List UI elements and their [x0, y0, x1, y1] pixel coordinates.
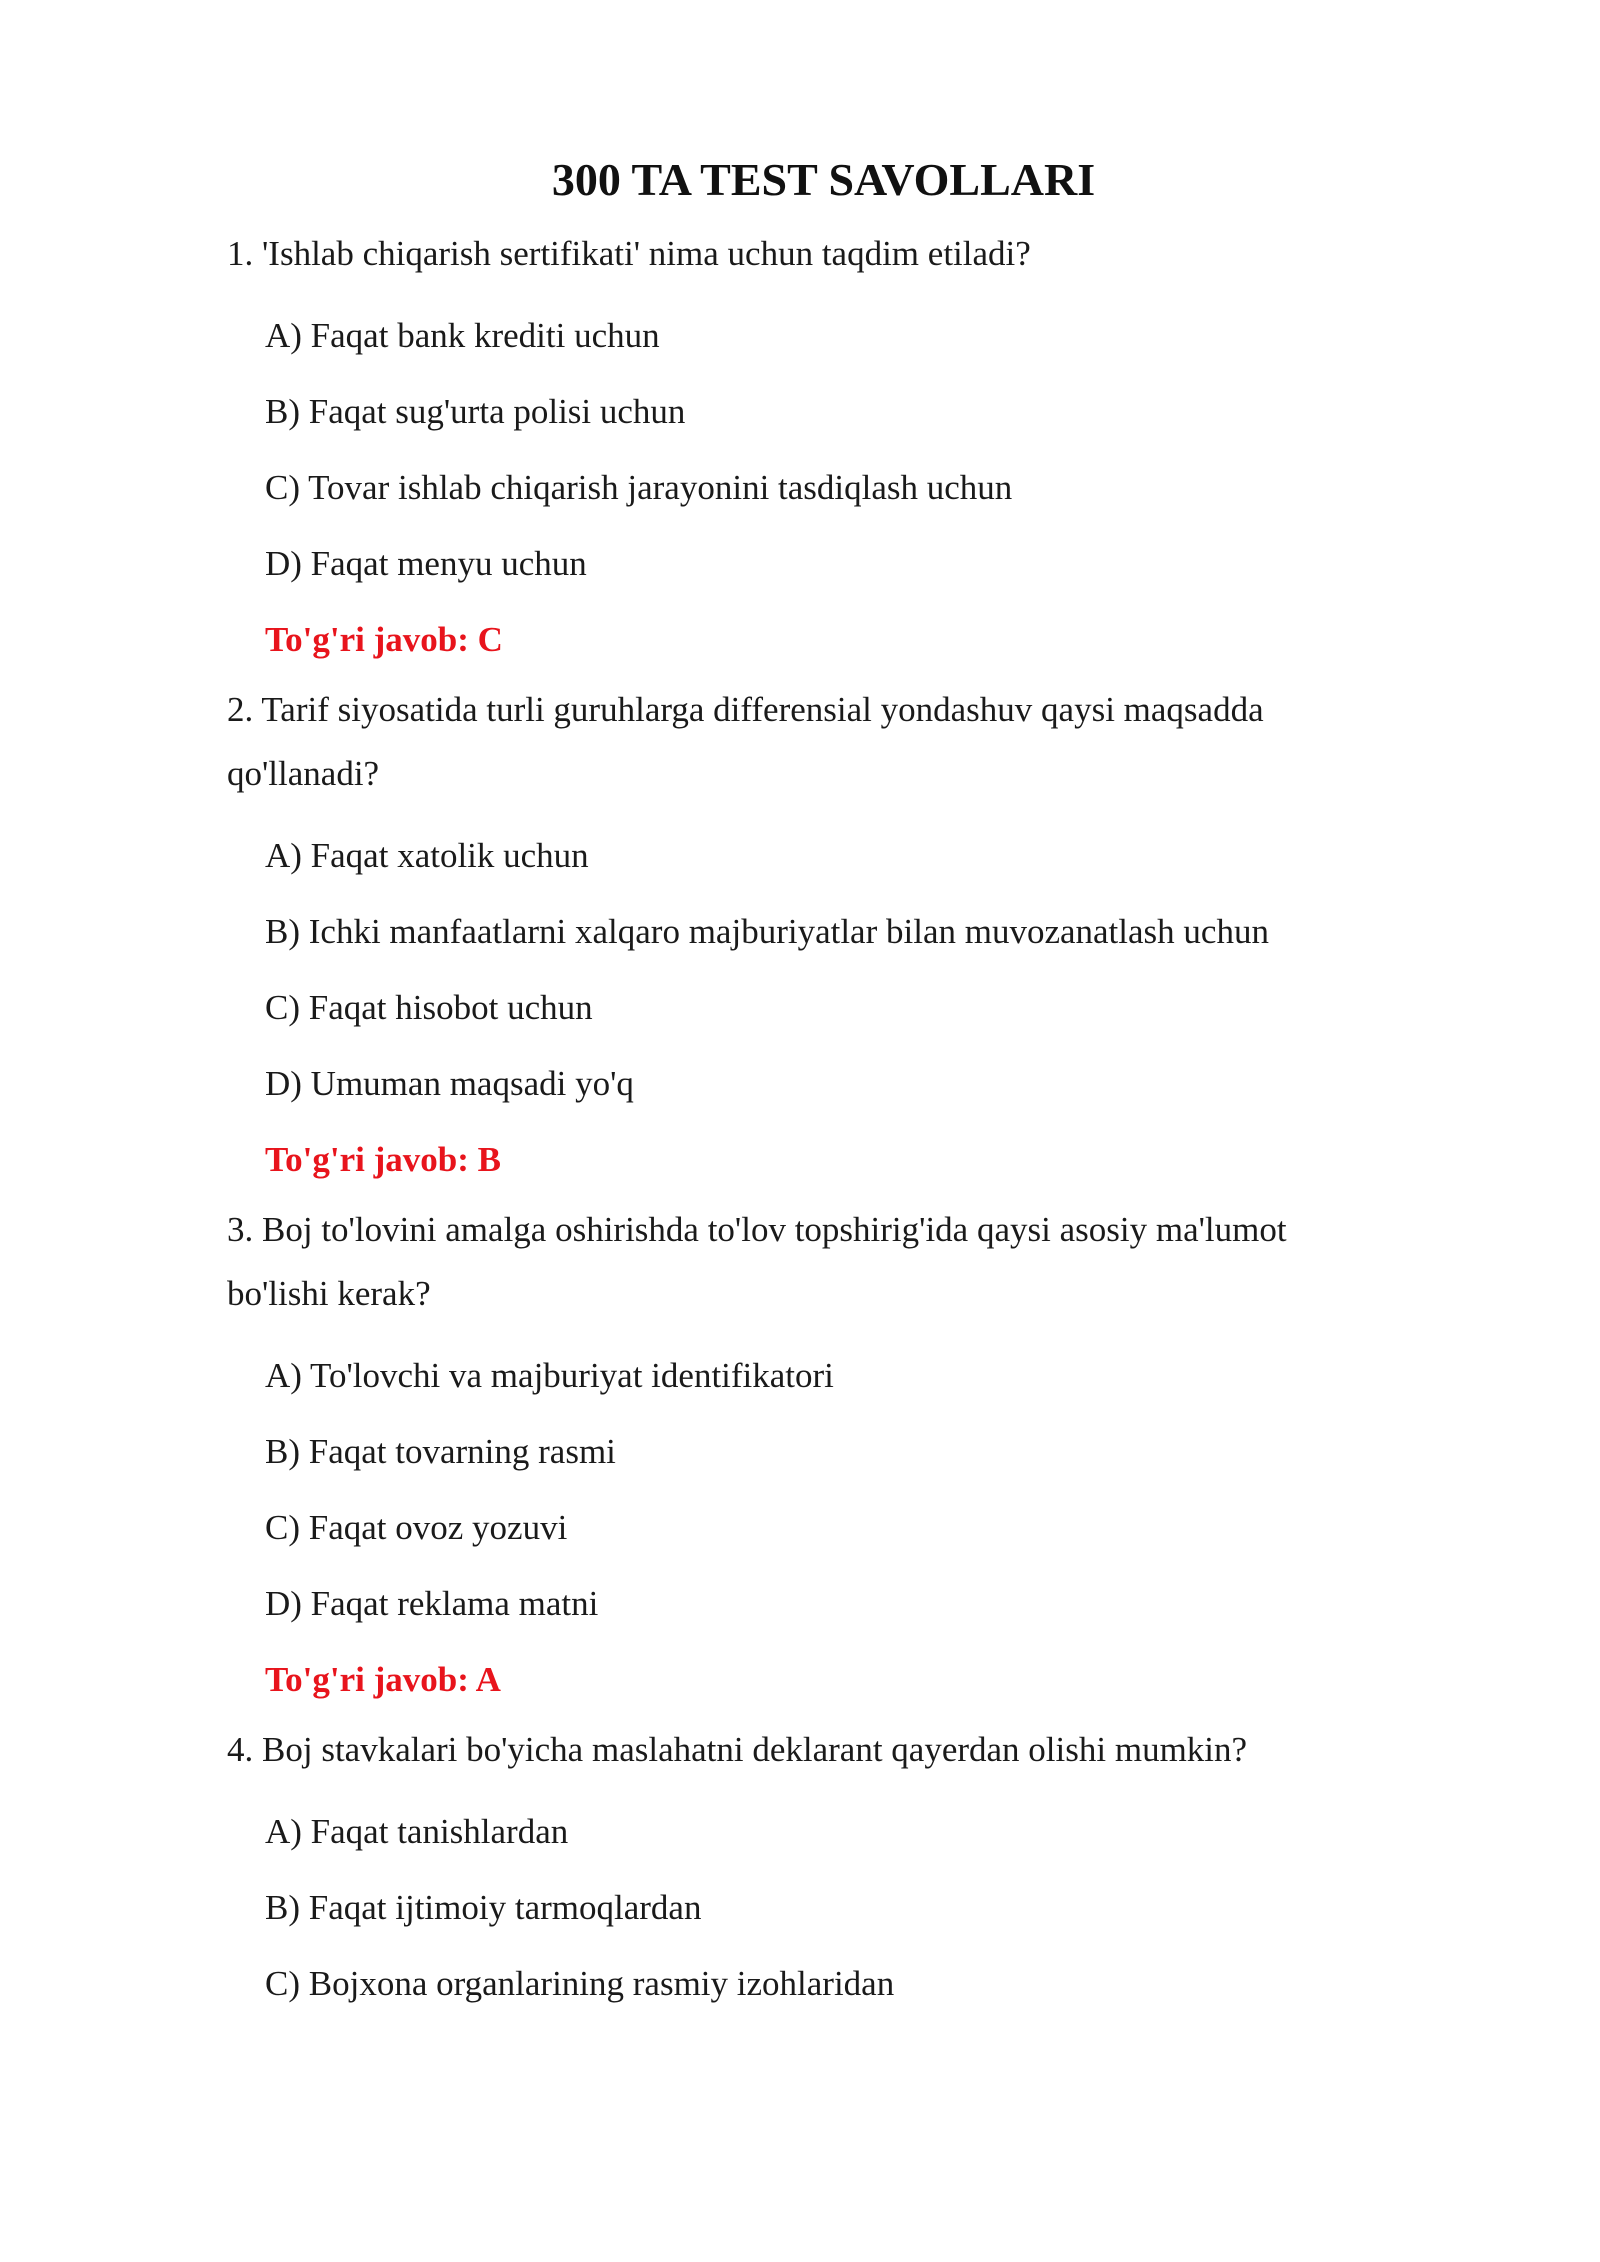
question-3 — [227, 1198, 1370, 1718]
question-1 — [227, 222, 1370, 678]
option-a: A) Faqat bank krediti uchun — [265, 316, 660, 355]
correct-answer: To'g'ri javob: A — [265, 1660, 501, 1699]
option-d: D) Faqat reklama matni — [265, 1584, 599, 1623]
option-c: C) Tovar ishlab chiqarish jarayonini tasdiqlash uchun — [265, 468, 1013, 507]
question-2 — [227, 678, 1370, 1198]
question-text: 1. 'Ishlab chiqarish sertifikati' nima uchun taqdim etiladi? — [227, 234, 1031, 273]
question-text: 2. Tarif siyosatida turli guruhlarga differensial yondashuv qaysi maqsadda qo'llanadi? — [227, 690, 1264, 793]
option-b: B) Faqat tovarning rasmi — [265, 1432, 616, 1471]
option-d: D) Umuman maqsadi yo'q — [265, 1064, 634, 1103]
correct-answer: To'g'ri javob: B — [265, 1140, 501, 1179]
document-title: 300 TA TEST SAVOLLARI — [551, 154, 1096, 205]
options-list — [227, 818, 1370, 1122]
option-b: B) Faqat ijtimoiy tarmoqlardan — [265, 1888, 702, 1927]
option-a: A) Faqat tanishlardan — [265, 1812, 569, 1851]
option-c: C) Faqat ovoz yozuvi — [265, 1508, 568, 1547]
question-4 — [227, 1718, 1370, 2022]
correct-answer: To'g'ri javob: C — [265, 620, 503, 659]
option-d: D) Faqat menyu uchun — [265, 544, 587, 583]
options-list — [227, 1794, 1370, 2022]
question-text: 4. Boj stavkalari bo'yicha maslahatni deklarant qayerdan olishi mumkin? — [227, 1730, 1248, 1769]
option-a: A) Faqat xatolik uchun — [265, 836, 589, 875]
option-c: C) Bojxona organlarining rasmiy izohlaridan — [265, 1964, 895, 2003]
option-b: B) Faqat sug'urta polisi uchun — [265, 392, 686, 431]
option-a: A) To'lovchi va majburiyat identifikatori — [265, 1356, 834, 1395]
options-list — [227, 1338, 1370, 1642]
options-list — [227, 298, 1370, 602]
question-text: 3. Boj to'lovini amalga oshirishda to'lov topshirig'ida qaysi asosiy ma'lumot bo'lishi kerak? — [227, 1210, 1287, 1313]
option-c: C) Faqat hisobot uchun — [265, 988, 593, 1027]
option-b: B) Ichki manfaatlarni xalqaro majburiyatlar bilan muvozanatlash uchun — [265, 912, 1269, 951]
